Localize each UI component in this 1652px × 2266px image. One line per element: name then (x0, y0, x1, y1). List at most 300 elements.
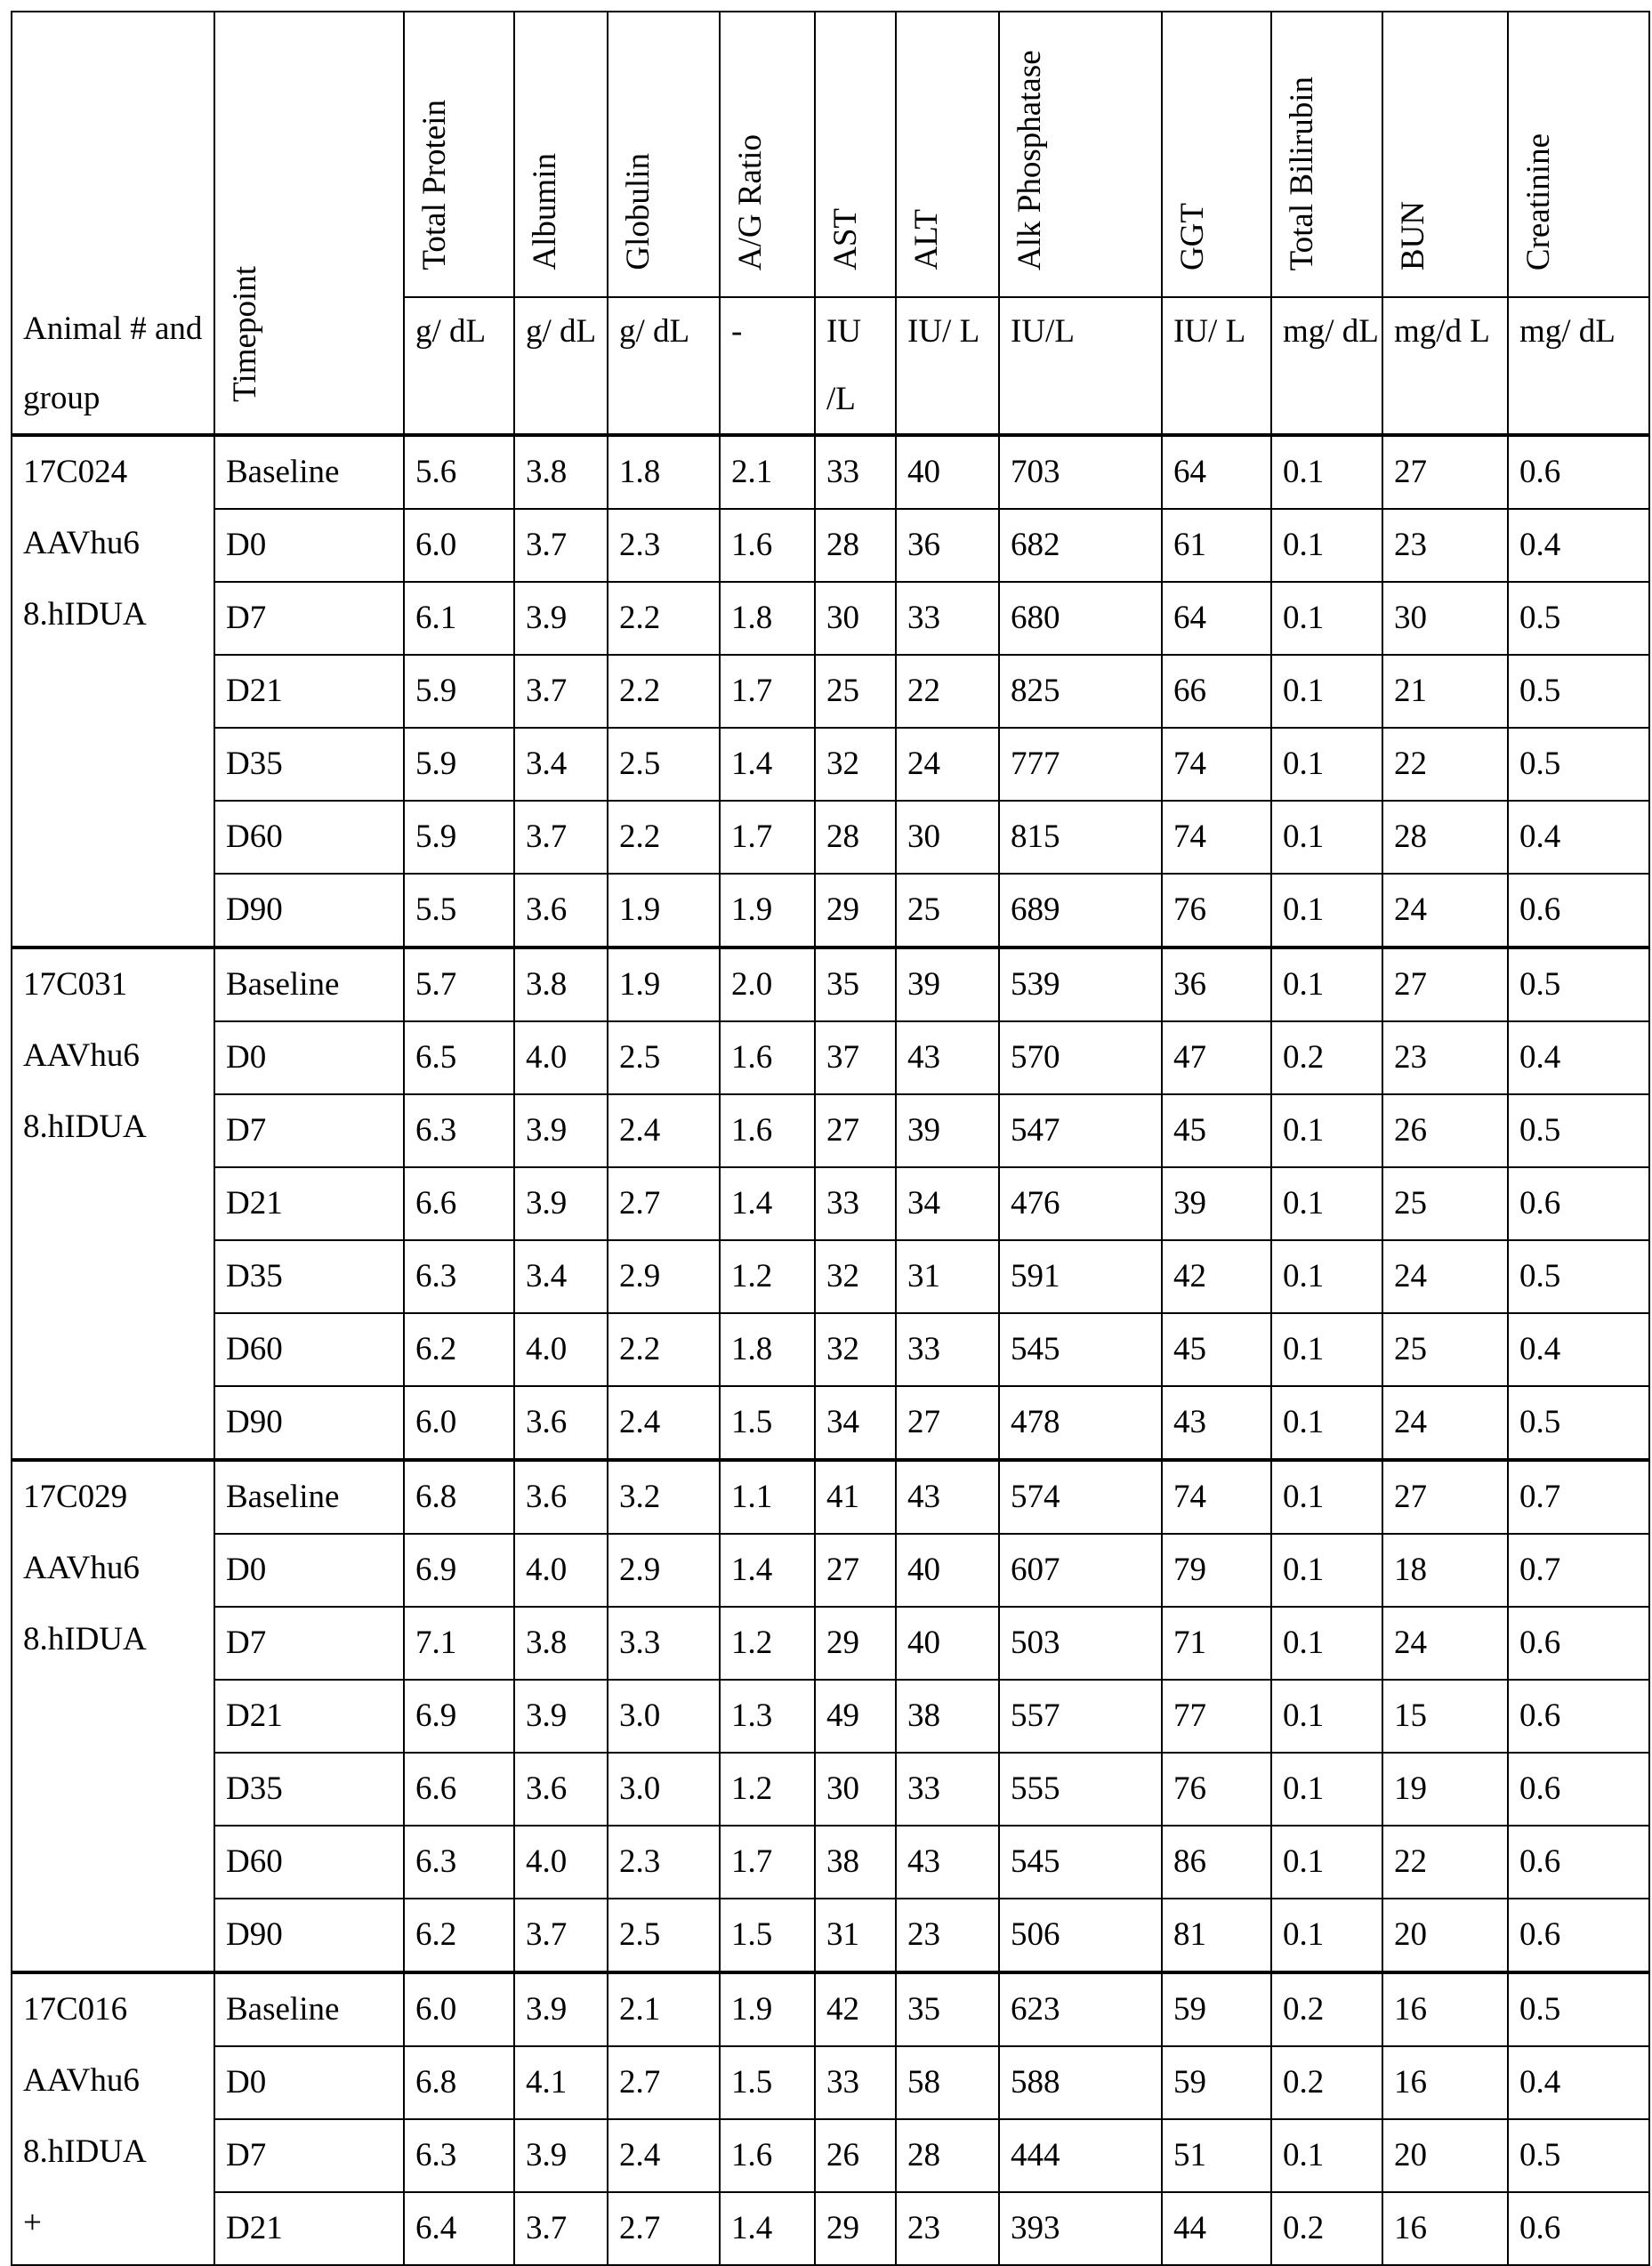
value-cell: 5.9 (404, 655, 514, 728)
value-cell: 30 (896, 801, 999, 874)
header-albumin (514, 12, 608, 297)
value-cell: 42 (1162, 1240, 1271, 1313)
value-cell: 1.9 (720, 874, 815, 948)
value-cell: 23 (1382, 509, 1508, 582)
header-unit: mg/ dL (1508, 297, 1649, 435)
header-timepoint (214, 12, 404, 435)
value-cell: 18 (1382, 1534, 1508, 1607)
value-cell: 28 (815, 801, 896, 874)
timepoint-cell: D21 (214, 1680, 404, 1753)
value-cell: 0.6 (1508, 1753, 1649, 1826)
value-cell: 79 (1162, 1534, 1271, 1607)
value-cell: 34 (896, 1167, 999, 1240)
value-cell: 0.1 (1271, 1826, 1382, 1899)
value-cell: 0.5 (1508, 1386, 1649, 1460)
value-cell: 1.7 (720, 1826, 815, 1899)
value-cell: 4.0 (514, 1826, 608, 1899)
value-cell: 28 (1382, 801, 1508, 874)
value-cell: 38 (815, 1826, 896, 1899)
timepoint-cell: D0 (214, 2046, 404, 2119)
value-cell: 3.9 (514, 1094, 608, 1167)
value-cell: 43 (1162, 1386, 1271, 1460)
value-cell: 16 (1382, 2046, 1508, 2119)
value-cell: 22 (896, 655, 999, 728)
value-cell: 0.1 (1271, 1240, 1382, 1313)
value-cell: 476 (999, 1167, 1162, 1240)
header-label: ALT (907, 204, 947, 270)
header-bun (1382, 12, 1508, 297)
value-cell: 43 (896, 1021, 999, 1094)
value-cell: 6.0 (404, 1972, 514, 2046)
animal-group-cell (12, 435, 214, 948)
value-cell: 0.4 (1508, 509, 1649, 582)
value-cell: 23 (896, 1899, 999, 1972)
timepoint-cell: D7 (214, 2119, 404, 2192)
value-cell: 7.1 (404, 1607, 514, 1680)
header-unit: g/ dL (514, 297, 608, 435)
value-cell: 444 (999, 2119, 1162, 2192)
value-cell: 0.7 (1508, 1460, 1649, 1534)
value-cell: 27 (1382, 1460, 1508, 1534)
value-cell: 1.3 (720, 1680, 815, 1753)
value-cell: 689 (999, 874, 1162, 948)
value-cell: 0.5 (1508, 1240, 1649, 1313)
value-cell: 0.5 (1508, 582, 1649, 655)
value-cell: 0.1 (1271, 874, 1382, 948)
value-cell: 0.7 (1508, 1534, 1649, 1607)
value-cell: 23 (1382, 1021, 1508, 1094)
value-cell: 3.4 (514, 728, 608, 801)
value-cell: 0.1 (1271, 801, 1382, 874)
value-cell: 0.6 (1508, 1167, 1649, 1240)
timepoint-cell: D35 (214, 1240, 404, 1313)
header-label: Alk Phosphatase (1011, 12, 1050, 270)
value-cell: 6.0 (404, 509, 514, 582)
value-cell: 6.8 (404, 1460, 514, 1534)
header-animal-group (12, 12, 214, 435)
value-cell: 555 (999, 1753, 1162, 1826)
header-unit: mg/d L (1382, 297, 1508, 435)
value-cell: 39 (896, 948, 999, 1021)
value-cell: 33 (896, 582, 999, 655)
value-cell: 81 (1162, 1899, 1271, 1972)
value-cell: 15 (1382, 1680, 1508, 1753)
value-cell: 40 (896, 1534, 999, 1607)
value-cell: 682 (999, 509, 1162, 582)
value-cell: 21 (1382, 655, 1508, 728)
value-cell: 49 (815, 1680, 896, 1753)
animal-group-line: AAVhu6 (23, 2045, 214, 2117)
table-row (12, 1680, 1649, 1753)
value-cell: 503 (999, 1607, 1162, 1680)
value-cell: 27 (1382, 435, 1508, 509)
value-cell: 33 (896, 1753, 999, 1826)
value-cell: 2.7 (608, 1167, 720, 1240)
value-cell: 557 (999, 1680, 1162, 1753)
value-cell: 6.9 (404, 1534, 514, 1607)
value-cell: 64 (1162, 582, 1271, 655)
value-cell: 2.4 (608, 2119, 720, 2192)
value-cell: 0.5 (1508, 655, 1649, 728)
value-cell: 3.7 (514, 2192, 608, 2265)
value-cell: 0.4 (1508, 1313, 1649, 1386)
value-cell: 0.1 (1271, 728, 1382, 801)
value-cell: 3.6 (514, 874, 608, 948)
value-cell: 19 (1382, 1753, 1508, 1826)
header-creatinine (1508, 12, 1649, 297)
value-cell: 6.3 (404, 1240, 514, 1313)
table-row (12, 2119, 1649, 2192)
value-cell: 26 (815, 2119, 896, 2192)
table-row (12, 1972, 1649, 2046)
value-cell: 20 (1382, 1899, 1508, 1972)
table-row (12, 1313, 1649, 1386)
timepoint-cell: D90 (214, 1386, 404, 1460)
value-cell: 1.4 (720, 1167, 815, 1240)
table-row (12, 801, 1649, 874)
timepoint-cell: D0 (214, 1021, 404, 1094)
value-cell: 2.5 (608, 1021, 720, 1094)
header-animal-group-label: Animal # and group (23, 310, 202, 416)
value-cell: 24 (896, 728, 999, 801)
value-cell: 31 (815, 1899, 896, 1972)
value-cell: 74 (1162, 801, 1271, 874)
value-cell: 0.1 (1271, 1386, 1382, 1460)
value-cell: 0.1 (1271, 1167, 1382, 1240)
value-cell: 2.7 (608, 2046, 720, 2119)
value-cell: 45 (1162, 1094, 1271, 1167)
animal-group-line: 8.hIDUA (23, 1092, 214, 1163)
value-cell: 34 (815, 1386, 896, 1460)
value-cell: 29 (815, 1607, 896, 1680)
value-cell: 1.2 (720, 1753, 815, 1826)
value-cell: 545 (999, 1826, 1162, 1899)
value-cell: 1.7 (720, 801, 815, 874)
value-cell: 33 (815, 1167, 896, 1240)
value-cell: 76 (1162, 1753, 1271, 1826)
value-cell: 570 (999, 1021, 1162, 1094)
value-cell: 51 (1162, 2119, 1271, 2192)
value-cell: 5.9 (404, 801, 514, 874)
value-cell: 0.1 (1271, 582, 1382, 655)
table-row (12, 948, 1649, 1021)
timepoint-cell: Baseline (214, 1972, 404, 2046)
timepoint-cell: D21 (214, 1167, 404, 1240)
value-cell: 3.8 (514, 435, 608, 509)
value-cell: 777 (999, 728, 1162, 801)
value-cell: 16 (1382, 2192, 1508, 2265)
animal-group-line: + (23, 2188, 214, 2259)
value-cell: 41 (815, 1460, 896, 1534)
value-cell: 58 (896, 2046, 999, 2119)
value-cell: 47 (1162, 1021, 1271, 1094)
value-cell: 61 (1162, 509, 1271, 582)
value-cell: 0.6 (1508, 1899, 1649, 1972)
value-cell: 22 (1382, 1826, 1508, 1899)
value-cell: 3.6 (514, 1386, 608, 1460)
value-cell: 0.1 (1271, 948, 1382, 1021)
value-cell: 1.6 (720, 509, 815, 582)
value-cell: 1.9 (608, 874, 720, 948)
timepoint-cell: D90 (214, 874, 404, 948)
value-cell: 71 (1162, 1607, 1271, 1680)
value-cell: 3.4 (514, 1240, 608, 1313)
value-cell: 40 (896, 1607, 999, 1680)
header-label: A/G Ratio (731, 129, 770, 270)
value-cell: 2.4 (608, 1094, 720, 1167)
header-unit: IU /L (815, 297, 896, 435)
value-cell: 25 (1382, 1313, 1508, 1386)
value-cell: 0.2 (1271, 2046, 1382, 2119)
value-cell: 588 (999, 2046, 1162, 2119)
header-timepoint-label: Timepoint (226, 261, 265, 402)
header-unit: IU/L (999, 297, 1162, 435)
animal-group-line: 8.hIDUA (23, 2117, 214, 2188)
value-cell: 0.1 (1271, 1460, 1382, 1534)
header-label: Total Bilirubin (1283, 71, 1322, 270)
header-ggt (1162, 12, 1271, 297)
value-cell: 64 (1162, 435, 1271, 509)
value-cell: 0.6 (1508, 435, 1649, 509)
header-ast (815, 12, 896, 297)
value-cell: 45 (1162, 1313, 1271, 1386)
timepoint-cell: Baseline (214, 1460, 404, 1534)
table-row (12, 1386, 1649, 1460)
value-cell: 6.6 (404, 1167, 514, 1240)
value-cell: 4.0 (514, 1534, 608, 1607)
table-row (12, 728, 1649, 801)
value-cell: 0.2 (1271, 2192, 1382, 2265)
value-cell: 20 (1382, 2119, 1508, 2192)
table-header (12, 12, 1649, 435)
value-cell: 3.7 (514, 801, 608, 874)
value-cell: 39 (896, 1094, 999, 1167)
value-cell: 1.9 (720, 1972, 815, 2046)
table-row (12, 1753, 1649, 1826)
value-cell: 0.1 (1271, 435, 1382, 509)
value-cell: 547 (999, 1094, 1162, 1167)
value-cell: 1.6 (720, 2119, 815, 2192)
value-cell: 33 (815, 435, 896, 509)
value-cell: 24 (1382, 1240, 1508, 1313)
table-row (12, 509, 1649, 582)
value-cell: 3.7 (514, 1899, 608, 1972)
value-cell: 0.1 (1271, 1607, 1382, 1680)
table-row (12, 2046, 1649, 2119)
value-cell: 1.2 (720, 1240, 815, 1313)
value-cell: 33 (815, 2046, 896, 2119)
value-cell: 1.8 (608, 435, 720, 509)
value-cell: 6.5 (404, 1021, 514, 1094)
value-cell: 3.9 (514, 1972, 608, 2046)
value-cell: 5.7 (404, 948, 514, 1021)
value-cell: 3.7 (514, 655, 608, 728)
value-cell: 3.3 (608, 1607, 720, 1680)
table-row (12, 1167, 1649, 1240)
value-cell: 24 (1382, 1386, 1508, 1460)
value-cell: 506 (999, 1899, 1162, 1972)
value-cell: 3.2 (608, 1460, 720, 1534)
value-cell: 0.6 (1508, 1680, 1649, 1753)
value-cell: 0.6 (1508, 874, 1649, 948)
value-cell: 0.1 (1271, 1680, 1382, 1753)
value-cell: 5.6 (404, 435, 514, 509)
value-cell: 77 (1162, 1680, 1271, 1753)
table-row (12, 655, 1649, 728)
header-label: Globulin (619, 148, 658, 270)
value-cell: 545 (999, 1313, 1162, 1386)
value-cell: 1.5 (720, 2046, 815, 2119)
table-row (12, 435, 1649, 509)
value-cell: 44 (1162, 2192, 1271, 2265)
value-cell: 393 (999, 2192, 1162, 2265)
value-cell: 35 (896, 1972, 999, 2046)
timepoint-cell: D60 (214, 1313, 404, 1386)
value-cell: 2.9 (608, 1534, 720, 1607)
value-cell: 2.4 (608, 1386, 720, 1460)
value-cell: 2.1 (720, 435, 815, 509)
value-cell: 25 (815, 655, 896, 728)
value-cell: 623 (999, 1972, 1162, 2046)
table-row (12, 1826, 1649, 1899)
value-cell: 6.3 (404, 2119, 514, 2192)
value-cell: 6.8 (404, 2046, 514, 2119)
table-row (12, 874, 1649, 948)
value-cell: 1.4 (720, 1534, 815, 1607)
timepoint-cell: Baseline (214, 435, 404, 509)
value-cell: 86 (1162, 1826, 1271, 1899)
value-cell: 6.1 (404, 582, 514, 655)
value-cell: 29 (815, 874, 896, 948)
value-cell: 59 (1162, 2046, 1271, 2119)
value-cell: 2.1 (608, 1972, 720, 2046)
value-cell: 23 (896, 2192, 999, 2265)
value-cell: 3.9 (514, 582, 608, 655)
header-label: BUN (1394, 196, 1433, 270)
value-cell: 4.1 (514, 2046, 608, 2119)
value-cell: 32 (815, 728, 896, 801)
timepoint-cell: D90 (214, 1899, 404, 1972)
value-cell: 2.2 (608, 1313, 720, 1386)
value-cell: 0.4 (1508, 2046, 1649, 2119)
value-cell: 28 (815, 509, 896, 582)
value-cell: 0.6 (1508, 1826, 1649, 1899)
value-cell: 5.9 (404, 728, 514, 801)
value-cell: 1.2 (720, 1607, 815, 1680)
value-cell: 591 (999, 1240, 1162, 1313)
value-cell: 28 (896, 2119, 999, 2192)
animal-group-cell (12, 1460, 214, 1972)
value-cell: 0.1 (1271, 1534, 1382, 1607)
animal-group-line: 17C031 (23, 949, 214, 1020)
value-cell: 703 (999, 435, 1162, 509)
value-cell: 0.5 (1508, 1094, 1649, 1167)
value-cell: 0.5 (1508, 1972, 1649, 2046)
table-row (12, 1094, 1649, 1167)
value-cell: 0.1 (1271, 1313, 1382, 1386)
value-cell: 0.2 (1271, 1972, 1382, 2046)
value-cell: 478 (999, 1386, 1162, 1460)
header-a-g-ratio (720, 12, 815, 297)
value-cell: 32 (815, 1313, 896, 1386)
timepoint-cell: Baseline (214, 948, 404, 1021)
timepoint-cell: D7 (214, 582, 404, 655)
header-total-bilirubin (1271, 12, 1382, 297)
value-cell: 574 (999, 1460, 1162, 1534)
value-cell: 2.2 (608, 801, 720, 874)
animal-group-line: 8.hIDUA (23, 1604, 214, 1675)
header-label: Albumin (526, 148, 565, 270)
value-cell: 3.8 (514, 1607, 608, 1680)
animal-group-line: 17C024 (23, 437, 214, 508)
value-cell: 1.9 (608, 948, 720, 1021)
value-cell: 6.6 (404, 1753, 514, 1826)
timepoint-cell: D60 (214, 1826, 404, 1899)
value-cell: 27 (815, 1094, 896, 1167)
value-cell: 0.1 (1271, 1753, 1382, 1826)
table-row (12, 582, 1649, 655)
value-cell: 30 (815, 1753, 896, 1826)
value-cell: 539 (999, 948, 1162, 1021)
value-cell: 27 (815, 1534, 896, 1607)
value-cell: 2.3 (608, 1826, 720, 1899)
value-cell: 24 (1382, 1607, 1508, 1680)
value-cell: 31 (896, 1240, 999, 1313)
animal-group-line: 17C029 (23, 1462, 214, 1533)
value-cell: 27 (896, 1386, 999, 1460)
value-cell: 1.4 (720, 2192, 815, 2265)
header-label: GGT (1173, 198, 1213, 270)
value-cell: 0.2 (1271, 1021, 1382, 1094)
value-cell: 1.5 (720, 1386, 815, 1460)
value-cell: 74 (1162, 1460, 1271, 1534)
table-row (12, 1607, 1649, 1680)
value-cell: 0.1 (1271, 1899, 1382, 1972)
clinical-chemistry-table (11, 11, 1650, 2266)
header-unit: mg/ dL (1271, 297, 1382, 435)
animal-group-cell (12, 1972, 214, 2265)
value-cell: 30 (815, 582, 896, 655)
value-cell: 1.5 (720, 1899, 815, 1972)
timepoint-cell: D0 (214, 1534, 404, 1607)
value-cell: 0.5 (1508, 948, 1649, 1021)
timepoint-cell: D21 (214, 655, 404, 728)
value-cell: 43 (896, 1460, 999, 1534)
value-cell: 680 (999, 582, 1162, 655)
header-total-protein (404, 12, 514, 297)
value-cell: 25 (896, 874, 999, 948)
value-cell: 37 (815, 1021, 896, 1094)
value-cell: 32 (815, 1240, 896, 1313)
value-cell: 2.3 (608, 509, 720, 582)
value-cell: 6.9 (404, 1680, 514, 1753)
value-cell: 2.2 (608, 655, 720, 728)
header-label: AST (826, 203, 866, 270)
value-cell: 1.8 (720, 582, 815, 655)
value-cell: 22 (1382, 728, 1508, 801)
value-cell: 815 (999, 801, 1162, 874)
value-cell: 40 (896, 435, 999, 509)
value-cell: 1.1 (720, 1460, 815, 1534)
header-globulin (608, 12, 720, 297)
header-label: Total Protein (415, 94, 455, 270)
value-cell: 6.3 (404, 1826, 514, 1899)
value-cell: 4.0 (514, 1021, 608, 1094)
value-cell: 26 (1382, 1094, 1508, 1167)
table-row (12, 1460, 1649, 1534)
value-cell: 0.4 (1508, 1021, 1649, 1094)
value-cell: 2.9 (608, 1240, 720, 1313)
